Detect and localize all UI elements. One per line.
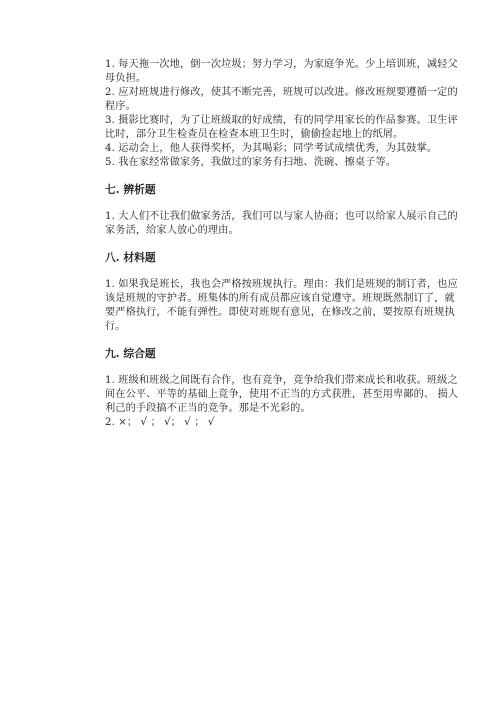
answer-line: 1. 班级和班级之间既有合作，也有竞争，竞争给我们带来成长和收获。班级之 xyxy=(105,375,458,386)
section-9-heading: 九. 综合题 xyxy=(105,347,156,360)
section-7-heading: 七. 辨析题 xyxy=(105,183,156,196)
answer-line: 比时，部分卫生检查员在检查本班卫生时，偷偷捡起地上的纸屑。 xyxy=(105,129,404,140)
answer-line: 间在公平、平等的基础上竞争，使用不正当的方式获胜，甚至用卑鄙的、 损人 xyxy=(105,389,459,400)
answer-line: 行。 xyxy=(105,321,126,332)
answer-line: 2. ×； √ ； √； √ ； √ xyxy=(105,417,215,428)
answer-line: 1. 大人们不让我们做家务活，我们可以与家人协商；也可以给家人展示自己的 xyxy=(105,211,458,222)
section-9-answers xyxy=(105,374,459,430)
answer-line: 程序。 xyxy=(105,101,136,112)
section-8-heading: 八. 材料题 xyxy=(105,251,156,264)
answer-line: 要严格执行，不能有弹性。即使对班规有意见，在修改之前，要按原有班规执 xyxy=(105,307,455,318)
answer-line: 5. 我在家经常做家务，我做过的家务有扫地、洗碗、擦桌子等。 xyxy=(105,157,397,168)
section-8-answers xyxy=(105,278,458,334)
answer-line: 母负担。 xyxy=(105,73,147,84)
previous-section-answers xyxy=(105,58,458,170)
answer-line: 1. 每天拖一次地，倒一次垃圾；努力学习，为家庭争光。少上培训班，减轻父 xyxy=(105,59,458,70)
answer-line: 1. 如果我是班长，我也会严格按班规执行。理由：我们是班规的制订者，也应 xyxy=(105,279,458,290)
answer-line: 4. 运动会上，他人获得奖杯，为其喝彩；同学考试成绩优秀，为其鼓掌。 xyxy=(105,143,438,154)
document-content xyxy=(105,58,459,430)
answer-line: 该是班规的守护者。班集体的所有成员都应该自觉遵守。班规既然制订了，就 xyxy=(105,293,455,304)
answer-line: 家务活，给家人放心的理由。 xyxy=(105,225,239,236)
answer-line: 利己的手段搞不正当的竞争。那是不光彩的。 xyxy=(105,403,311,414)
answer-line: 2. 应对班规进行修改，使其不断完善，班规可以改进。修改班规要遵循一定的 xyxy=(105,87,458,98)
section-7-answers xyxy=(105,210,458,238)
answer-line: 3. 摄影比赛时，为了让班级取的好成绩，有的同学用家长的作品参赛。卫生评 xyxy=(105,115,458,126)
